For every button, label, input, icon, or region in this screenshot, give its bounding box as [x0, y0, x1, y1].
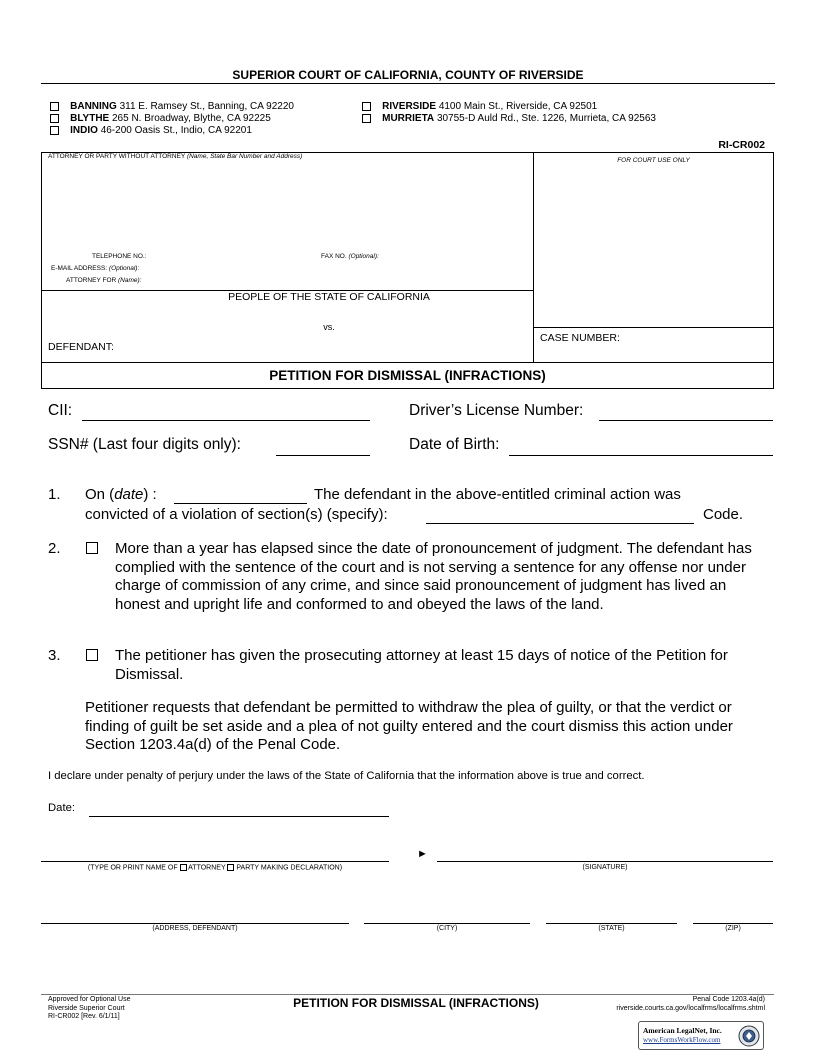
zip-input[interactable]	[693, 923, 773, 924]
checkbox-banning[interactable]	[50, 102, 59, 111]
logo-line-1: American LegalNet, Inc.	[643, 1026, 722, 1035]
zip-caption: (ZIP)	[725, 925, 741, 932]
court-name-banning: BANNING	[70, 101, 117, 112]
item-2-checkbox[interactable]	[86, 542, 98, 554]
signature-caption: (SIGNATURE)	[582, 864, 628, 871]
request-paragraph: Petitioner requests that defendant be permitted to withdraw the plea of guilty, or that the verdict or finding of guilt be set aside and a plea of not guilty entered and the court dismiss this action under Section 1203.4a(d) of the Penal Code.	[85, 699, 733, 753]
checkbox-indio[interactable]	[50, 126, 59, 135]
vs-label: vs.	[323, 322, 335, 332]
state-caption: (STATE)	[598, 925, 625, 932]
item-2-number: 2.	[48, 540, 61, 557]
footer-title: PETITION FOR DISMISSAL (INFRACTIONS)	[293, 996, 539, 1010]
legalnet-logo[interactable]	[638, 1021, 764, 1050]
address-input[interactable]	[41, 923, 349, 924]
print-name-input[interactable]	[41, 861, 389, 862]
item-3-number: 3.	[48, 647, 61, 664]
court-name-murrieta: MURRIETA	[382, 113, 435, 124]
item-1-code: Code.	[703, 506, 744, 523]
state-input[interactable]	[546, 923, 677, 924]
court-address-murrieta: 30755-D Auld Rd., Ste. 1226, Murrieta, CA 92563	[436, 113, 656, 124]
court-address-indio: 46-200 Oasis St., Indio, CA 92201	[100, 125, 252, 136]
item-1-number: 1.	[48, 486, 61, 503]
form-id: RI-CR002	[718, 139, 765, 151]
footer-right	[616, 996, 765, 1013]
item-3-text: The petitioner has given the prosecuting attorney at least 15 days of notice of the Petition for Dismissal.	[115, 647, 728, 683]
checkbox-riverside[interactable]	[362, 102, 371, 111]
item-1-line2: convicted of a violation of section(s) (specify):	[85, 506, 388, 523]
checkbox-blythe[interactable]	[50, 114, 59, 123]
telephone-input[interactable]	[162, 250, 312, 260]
footer-rev: RI-CR002 [Rev. 6/1/11]	[48, 1013, 120, 1020]
fax-label: FAX NO. (Optional):	[321, 253, 379, 260]
declaration-text: I declare under penalty of perjury under the laws of the State of California that the information above is true and correct.	[48, 770, 645, 782]
attorney-label: ATTORNEY OR PARTY WITHOUT ATTORNEY (Name, State Bar Number and Address)	[48, 153, 303, 160]
footer-rule	[41, 994, 774, 995]
item-1-section-input[interactable]	[426, 523, 694, 524]
court-address-blythe: 265 N. Broadway, Blythe, CA 92225	[112, 113, 271, 124]
city-caption: (CITY)	[436, 925, 458, 932]
attorney-for-label: ATTORNEY FOR (Name):	[66, 277, 142, 284]
item-1-date-input[interactable]	[174, 503, 307, 504]
item-1-text: The defendant in the above-entitled criminal action was	[314, 486, 681, 503]
checkbox-party[interactable]	[227, 864, 234, 871]
item-3-checkbox[interactable]	[86, 649, 98, 661]
footer-penal-code: Penal Code 1203.4a(d)	[692, 996, 765, 1003]
telephone-label: TELEPHONE NO.:	[92, 253, 147, 260]
print-name-caption: (TYPE OR PRINT NAME OF ATTORNEY PARTY MAKING DECLARATION)	[87, 864, 343, 872]
court-address-banning: 311 E. Ramsey St., Banning, CA 92220	[119, 101, 294, 112]
case-number-input[interactable]	[540, 345, 765, 359]
signature-arrow-icon: ►	[417, 848, 428, 860]
court-address-riverside: 4100 Main St., Riverside, CA 92501	[438, 101, 598, 112]
date-input[interactable]	[89, 816, 389, 817]
court-option-murrieta[interactable]	[362, 113, 656, 124]
address-caption: (ADDRESS, DEFENDANT)	[152, 925, 238, 932]
ssn-label: SSN# (Last four digits only):	[48, 436, 241, 453]
item-1-on: On (date) :	[85, 486, 157, 503]
logo-line-2: www.FormsWorkFlow.com	[643, 1036, 721, 1044]
court-option-banning[interactable]	[50, 101, 294, 112]
city-input[interactable]	[364, 923, 530, 924]
dob-label: Date of Birth:	[409, 436, 500, 453]
title-rule-top	[41, 362, 774, 363]
item-2-text: More than a year has elapsed since the date of pronouncement of judgment. The defendant has complied with the sentence of the court and is not serving a sentence for any offense nor under charge of commission of any crime, and since said pronouncement of judgment has lived an honest and upright life and conformed to and obeyed the laws of the land.	[115, 540, 752, 613]
people-label: PEOPLE OF THE STATE OF CALIFORNIA	[228, 291, 430, 303]
signature-input[interactable]	[437, 861, 773, 862]
checkbox-attorney[interactable]	[180, 864, 187, 871]
cii-label: CII:	[48, 402, 73, 419]
form-title: PETITION FOR DISMISSAL (INFRACTIONS)	[269, 368, 546, 383]
date-label: Date:	[48, 802, 76, 814]
footer-approved: Approved for Optional Use	[48, 996, 131, 1003]
footer-url: riverside.courts.ca.gov/localfrms/localfrms.shtml	[616, 1004, 765, 1012]
court-option-blythe[interactable]	[50, 113, 271, 124]
case-number-label: CASE NUMBER:	[540, 332, 620, 344]
court-option-riverside[interactable]	[362, 101, 597, 112]
defendant-label: DEFENDANT:	[48, 341, 114, 353]
court-use-label: FOR COURT USE ONLY	[617, 157, 690, 164]
logo-emblem-icon	[738, 1025, 760, 1047]
footer-court: Riverside Superior Court	[48, 1004, 125, 1012]
email-label: E-MAIL ADDRESS: (Optional):	[51, 265, 140, 272]
court-name-blythe: BLYTHE	[70, 113, 110, 124]
court-name-riverside: RIVERSIDE	[382, 101, 437, 112]
ssn-input[interactable]	[276, 455, 370, 456]
court-title: SUPERIOR COURT OF CALIFORNIA, COUNTY OF RIVERSIDE	[232, 68, 584, 82]
drivers-license-input[interactable]	[599, 420, 773, 421]
drivers-license-label: Driver’s License Number:	[409, 402, 584, 419]
court-option-indio[interactable]	[50, 125, 252, 136]
cii-input[interactable]	[82, 420, 370, 421]
dob-input[interactable]	[509, 455, 773, 456]
checkbox-murrieta[interactable]	[362, 114, 371, 123]
court-name-indio: INDIO	[70, 125, 98, 136]
header-rule	[41, 83, 775, 84]
